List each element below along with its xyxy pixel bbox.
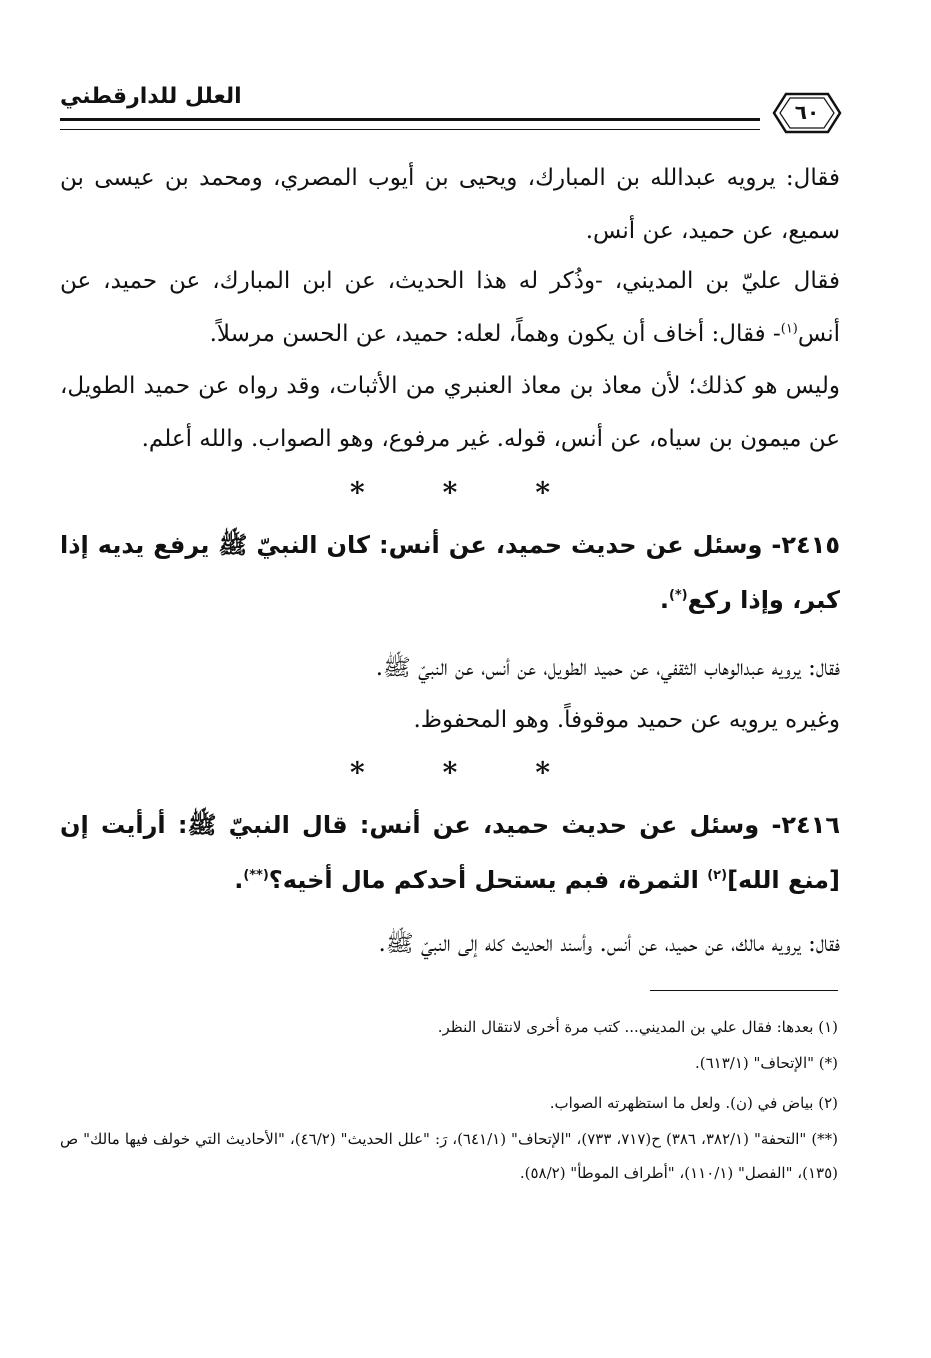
- footnote-ref-double-star: (**): [243, 868, 269, 883]
- entry-end: .: [234, 866, 244, 894]
- entry-number: ٢٤١٥-: [771, 531, 840, 559]
- paragraph-2-text-a: فقال عليّ بن المديني، -وذُكر له هذا الحديث، عن ابن المبارك، عن حميد، عن أنس: [60, 268, 840, 347]
- footnote-divider: [650, 990, 838, 991]
- footnote-double-star: (**) "التحفة" (٣٨٢/١، ٣٨٦) ح(٧١٧، ٧٣٣)، "الإتحاف" (٦٤١/١)، رَ: "علل الحديث" (٤٦/٢)، "الأحاديث التي خولف فيها مالك" ص (١٣٥)، "الفصل" (١١٠/١)، "أطراف الموطأ" (٥٨/٢).: [60, 1130, 839, 1182]
- footnote-2: (٢) بياض في (ن). ولعل ما استظهرته الصواب.: [549, 1094, 838, 1112]
- paragraph-6: فقال: يرويه مالك، عن حميد، عن أنس. وأسند الحديث كله إلى النبيّ ﷺ.: [378, 931, 840, 957]
- footnote-ref-star: (*): [668, 588, 688, 603]
- entry-question-a: وسئل عن حديث حميد، عن أنس: قال النبيّ ﷺ: أرأيت إن [منع الله]: [60, 811, 840, 894]
- star: *: [535, 476, 550, 509]
- entry-question-b: الثمرة، فبم يستحل أحدكم مال أخيه؟: [268, 866, 699, 894]
- paragraph-2-text-b: - فقال: أخاف أن يكون وهماً، لعله: حميد، عن الحسن مرسلاً.: [209, 321, 781, 347]
- separator-1: [350, 476, 550, 509]
- entry-question: وسئل عن حديث حميد، عن أنس: كان النبيّ ﷺ يرفع يديه إذا كبر، وإذا ركع: [60, 531, 840, 614]
- header-rule: [60, 118, 760, 130]
- entry-2416-heading: [60, 798, 840, 908]
- page-number-frame: [772, 90, 842, 136]
- paragraph-1: فقال: يرويه عبدالله بن المبارك، ويحيى بن أيوب المصري، ومحمد بن عيسى بن سميع، عن حميد، عن أنس.: [60, 165, 840, 244]
- star: *: [535, 756, 550, 789]
- paragraph-4: فقال: يرويه عبدالوهاب الثقفي، عن حميد الطويل، عن أنس، عن النبيّ ﷺ.: [375, 655, 840, 681]
- paragraph-3: وليس هو كذلك؛ لأن معاذ بن معاذ العنبري من الأثبات، وقد رواه عن حميد الطويل، عن ميمون بن سياه، عن أنس، قوله. غير مرفوع، وهو الصواب. والله أعلم.: [60, 373, 840, 452]
- footnote-1: (١) بعدها: فقال علي بن المديني... كتب مرة أخرى لانتقال النظر.: [437, 1018, 838, 1036]
- star: *: [442, 476, 458, 509]
- separator-2: [350, 756, 550, 789]
- footnote-ref-2: (٢): [707, 868, 728, 883]
- entry-2415-heading: [60, 518, 840, 628]
- page-number: ٦٠: [794, 100, 820, 124]
- page-header: [60, 80, 845, 136]
- entry-number: ٢٤١٦-: [771, 811, 840, 839]
- running-title: العلل للدارقطني: [60, 84, 242, 109]
- footnote-star: (*) "الإتحاف" (٦١٣/١).: [695, 1054, 838, 1072]
- footnote-ref-1: (١): [780, 321, 798, 337]
- star: *: [350, 476, 365, 509]
- star: *: [442, 756, 458, 789]
- paragraph-2: [60, 255, 840, 361]
- entry-end: .: [659, 586, 669, 614]
- paragraph-5: وغيره يرويه عن حميد موقوفاً. وهو المحفوظ.: [413, 707, 840, 733]
- star: *: [350, 756, 365, 789]
